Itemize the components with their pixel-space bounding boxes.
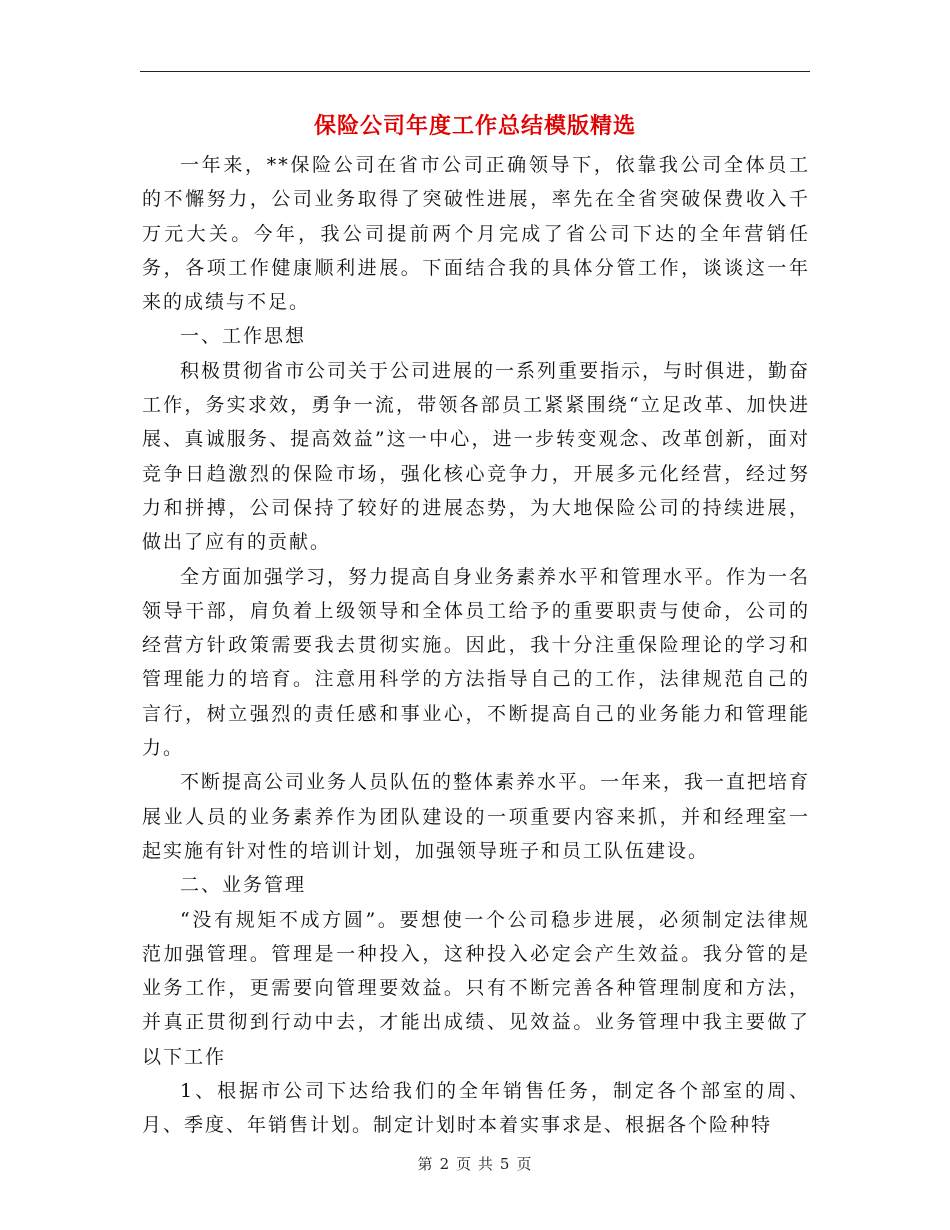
footer-prefix: 第 — [417, 1155, 434, 1173]
footer-total-pages: 5 — [499, 1155, 511, 1173]
paragraph-team-quality: 不断提高公司业务人员队伍的整体素养水平。一年来，我一直把培育展业人员的业务素养作为团队建设的一项重要内容来抓，并和经理室一起实施有针对性的培训计划，加强领导班子和员工队伍建设。 — [142, 771, 811, 862]
footer-middle: 页 共 — [456, 1155, 494, 1173]
footer-suffix: 页 — [516, 1155, 533, 1173]
paragraph-learning: 全方面加强学习，努力提高自身业务素养水平和管理水平。作为一名领导干部，肩负着上级领导和全体员工给予的重要职责与使命，公司的经营方针政策需要我去贯彻实施。因此，我十分注重保险理论的学习和管理能力的培育。注意用科学的方法指导自己的工作，法律规范自己的言行，树立强烈的责任感和事业心，不断提高自己的业务能力和管理能力。 — [142, 565, 811, 760]
page-number-footer — [140, 1153, 810, 1174]
section-heading-business-management: 二、业务管理 — [180, 874, 307, 897]
header-rule — [140, 71, 810, 72]
document-body — [142, 148, 810, 1143]
footer-current-page: 2 — [439, 1155, 451, 1173]
section-heading-work-thinking: 一、工作思想 — [180, 325, 307, 348]
paragraph-business-management: “没有规矩不成方圆”。要想使一个公司稳步进展，必须制定法律规范加强管理。管理是一种投入，这种投入必定会产生效益。我分管的是业务工作，更需要向管理要效益。只有不断完善各种管理制度和方法，并真正贯彻到行动中去，才能出成绩、见效益。业务管理中我主要做了以下工作 — [142, 908, 810, 1068]
paragraph-intro: 一年来，**保险公司在省市公司正确领导下，依靠我公司全体员工的不懈努力，公司业务取得了突破性进展，率先在全省突破保费收入千万元大关。今年，我公司提前两个月完成了省公司下达的全年营销任务，各项工作健康顺利进展。下面结合我的具体分管工作，谈谈这一年来的成绩与不足。 — [142, 154, 810, 314]
paragraph-sales-plan: 1、根据市公司下达给我们的全年销售任务，制定各个部室的周、月、季度、年销售计划。制定计划时本着实事求是、根据各个险种特 — [142, 1080, 810, 1137]
document-title: 保险公司年度工作总结模版精选 — [313, 113, 636, 139]
paragraph-work-thinking: 积极贯彻省市公司关于公司进展的一系列重要指示，与时俱进，勤奋工作，务实求效，勇争一流，带领各部员工紧紧围绕“立足改革、加快进展、真诚服务、提高效益”这一中心，进一步转变观念、改革创新，面对竞争日趋激烈的保险市场，强化核心竞争力，开展多元化经营，经过努力和拼搏，公司保持了较好的进展态势，为大地保险公司的持续进展，做出了应有的贡献。 — [142, 359, 811, 554]
